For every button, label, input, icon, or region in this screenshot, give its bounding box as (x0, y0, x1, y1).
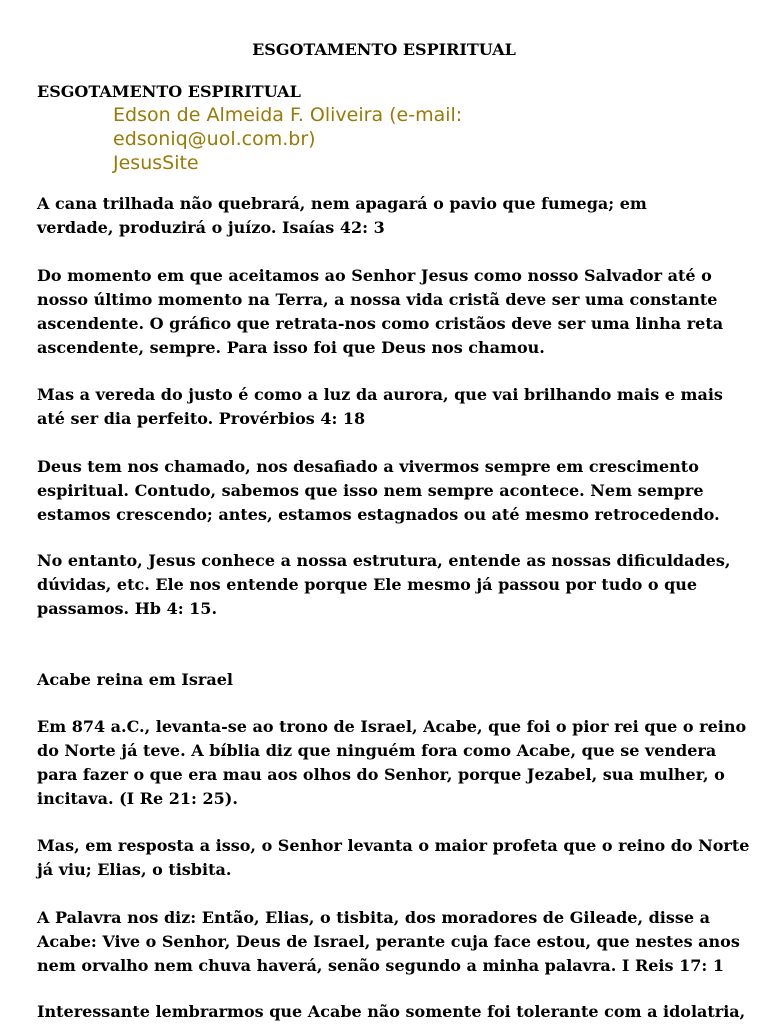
paragraph-line: ascendente. O gráfico que retrata-nos como cristãos deve ser uma linha reta (37, 314, 724, 333)
paragraph-line: No entanto, Jesus conhece a nossa estrutura, entende as nossas dificuldades, (37, 551, 731, 570)
paragraph-line: incitava. (I Re 21: 25). (37, 789, 238, 808)
paragraph-line: nosso último momento na Terra, a nossa vida cristã deve ser uma constante (37, 290, 718, 309)
paragraph-line: Acabe: Vive o Senhor, Deus de Israel, perante cuja face estou, que nestes anos (37, 932, 740, 951)
author-site-line: JesusSite (113, 152, 199, 174)
document-subtitle: ESGOTAMENTO ESPIRITUAL (37, 82, 301, 101)
document-title: ESGOTAMENTO ESPIRITUAL (252, 40, 516, 59)
paragraph-line: até ser dia perfeito. Provérbios 4: 18 (37, 409, 366, 428)
paragraph-line: Interessante lembrarmos que Acabe não somente foi tolerante com a idolatria, (37, 1002, 746, 1021)
author-name-line: Edson de Almeida F. Oliveira (e-mail: (113, 104, 463, 126)
paragraph-line: nem orvalho nem chuva haverá, senão segundo a minha palavra. I Reis 17: 1 (37, 956, 724, 975)
paragraph-2 (37, 264, 749, 360)
paragraph-line: Mas, em resposta a isso, o Senhor levanta o maior profeta que o reino do Norte (37, 836, 750, 855)
paragraph-line: espiritual. Contudo, sabemos que isso nem sempre acontece. Nem sempre (37, 481, 704, 500)
section-heading (37, 668, 749, 692)
paragraph-line: Do momento em que aceitamos ao Senhor Jesus como nosso Salvador até o (37, 266, 712, 285)
paragraph-line: A Palavra nos diz: Então, Elias, o tisbita, dos moradores de Gileade, disse a (37, 908, 711, 927)
paragraph-line: dúvidas, etc. Ele nos entende porque Ele mesmo já passou por tudo o que (37, 575, 698, 594)
paragraph-line: Em 874 a.C., levanta-se ao trono de Israel, Acabe, que foi o pior rei que o reino (37, 717, 747, 736)
paragraph-line: para fazer o que era mau aos olhos do Senhor, porque Jezabel, sua mulher, o (37, 765, 725, 784)
paragraph-line: ascendente, sempre. Para isso foi que Deus nos chamou. (37, 338, 545, 357)
paragraph-5 (37, 549, 749, 621)
paragraph-line: estamos crescendo; antes, estamos estagnados ou até mesmo retrocedendo. (37, 505, 720, 524)
paragraph-1 (37, 192, 749, 240)
paragraph-line: do Norte já teve. A bíblia diz que ninguém fora como Acabe, que se vendera (37, 741, 717, 760)
paragraph-line: passamos. Hb 4: 15. (37, 599, 218, 618)
author-block (113, 103, 753, 175)
paragraph-line: A cana trilhada não quebrará, nem apagará o pavio que fumega; em (37, 194, 647, 213)
paragraph-6 (37, 715, 749, 811)
paragraph-3 (37, 383, 749, 431)
paragraph-line: Mas a vereda do justo é como a luz da aurora, que vai brilhando mais e mais (37, 385, 723, 404)
paragraph-line: verdade, produzirá o juízo. Isaías 42: 3 (37, 218, 385, 237)
paragraph-7 (37, 834, 749, 882)
author-email-line: edsoniq@uol.com.br) (113, 128, 316, 150)
paragraph-line: já viu; Elias, o tisbita. (37, 860, 232, 879)
paragraph-8 (37, 906, 749, 978)
paragraph-4 (37, 455, 749, 527)
section-heading-text: Acabe reina em Israel (37, 670, 233, 689)
paragraph-9 (37, 1000, 749, 1024)
paragraph-line: Deus tem nos chamado, nos desafiado a vivermos sempre em crescimento (37, 457, 699, 476)
